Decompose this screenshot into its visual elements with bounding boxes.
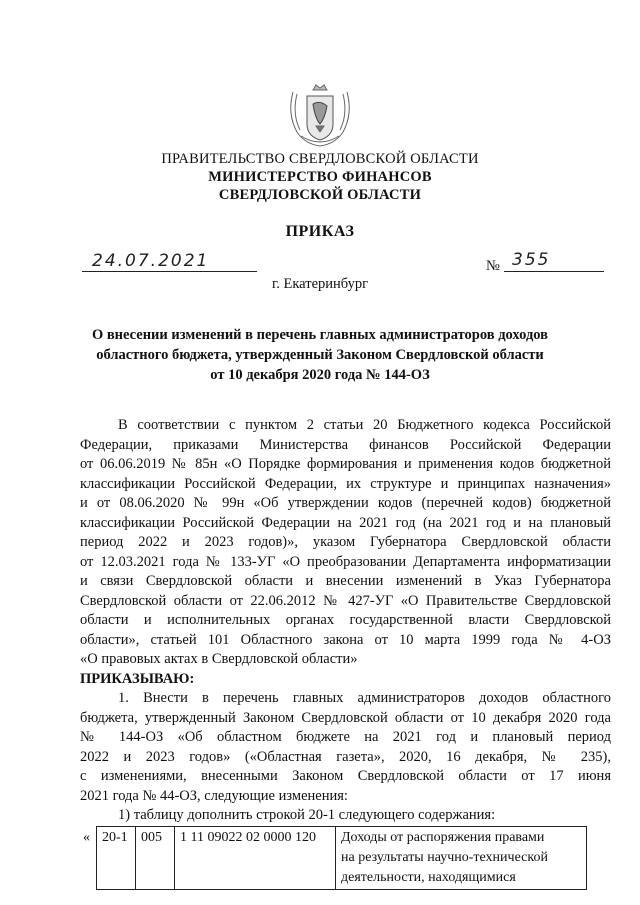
body-line: области и исполнительных органах государственной власти Свердловской — [80, 612, 611, 628]
open-quote: « — [83, 829, 90, 845]
order-word: ПРИКАЗЫВАЮ: — [80, 670, 195, 687]
body-line: от 06.06.2019 № 85н «О Порядке формирования и применения кодов бюджетной — [80, 456, 611, 472]
body-line: и от 08.06.2020 № 99н «Об утверждении кодов (перечней кодов) бюджетной — [80, 495, 611, 511]
income-code-cell: 1 11 09022 02 0000 120 — [175, 827, 336, 890]
body-line: «О правовых актах в Свердловской области» — [80, 651, 358, 667]
org-line-region: СВЕРДЛОВСКОЙ ОБЛАСТИ — [218, 187, 422, 203]
number-underline — [504, 271, 604, 272]
coat-of-arms-icon — [283, 84, 357, 150]
item-1-line: № 144-ОЗ «Об областном бюджете на 2021 год и плановый период — [80, 729, 611, 745]
row-number-cell: 20-1 — [97, 827, 136, 890]
admin-code-cell: 005 — [136, 827, 175, 890]
body-line: и связи Свердловской области и внесении изменений в Указ Губернатора — [80, 573, 611, 589]
body-line: от 12.03.2021 года № 133-УГ «О преобразовании Департамента информатизации — [80, 553, 611, 570]
org-line-government: ПРАВИТЕЛЬСТВО СВЕРДЛОВСКОЙ ОБЛАСТИ — [161, 151, 479, 167]
item-1-line: 1. Внести в перечень главных администраторов доходов областного — [118, 690, 611, 706]
body-line: классификации Российской Федерации на 2021 год (на 2021 год и на плановый — [80, 514, 611, 531]
body-line: Федерации, приказами Министерства финансов Российской Федерации — [80, 436, 611, 453]
description-line: Доходы от распоряжения правами — [341, 830, 545, 845]
handwritten-number: 355 — [512, 250, 551, 270]
body-line: В соответствии с пунктом 2 статьи 20 Бюджетного кодекса Российской — [118, 417, 611, 433]
city: г. Екатеринбург — [271, 276, 369, 292]
body-line: период 2022 и 2023 годов)», указом Губернатора Свердловской области — [80, 534, 611, 550]
body-line: классификации Российской Федерации, их структуре и принципах назначения» — [80, 475, 611, 492]
item-1-line: бюджета, утвержденный Законом Свердловской области от 10 декабря 2020 года — [80, 709, 611, 726]
description-line: деятельности, находящимися — [341, 870, 516, 885]
handwritten-date: 24.07.2021 — [92, 251, 210, 271]
item-1-line: 2022 и 2023 годов» («Областная газета», 2020, 16 декабря, № 235), — [80, 748, 611, 765]
item-1-line: с изменениями, внесенными Законом Свердловской области от 17 июня — [80, 768, 611, 784]
body-line: области», статьей 101 Областного закона от 10 марта 1999 года № 4-ОЗ — [80, 631, 611, 648]
order-title-line-2: областного бюджета, утвержденный Законом Свердловской области — [96, 347, 544, 363]
table-row — [78, 827, 587, 890]
date-underline — [82, 271, 257, 272]
item-1-line: 2021 года № 44-ОЗ, следующие изменения: — [80, 787, 348, 804]
description-line: на результаты научно-технической — [341, 850, 548, 865]
body-line: Свердловской области от 22.06.2012 № 427-УГ «О Правительстве Свердловской — [80, 592, 611, 609]
description-cell — [336, 827, 587, 890]
number-label: № — [486, 258, 500, 274]
amendment-table — [78, 826, 587, 890]
document-type: ПРИКАЗ — [285, 223, 355, 240]
org-line-ministry: МИНИСТЕРСТВО ФИНАНСОВ — [208, 169, 432, 185]
subitem-1: 1) таблицу дополнить строкой 20-1 следующего содержания: — [118, 807, 496, 823]
order-title-line-1: О внесении изменений в перечень главных администраторов доходов — [91, 327, 549, 343]
order-title-line-3: от 10 декабря 2020 года № 144-ОЗ — [210, 367, 430, 383]
